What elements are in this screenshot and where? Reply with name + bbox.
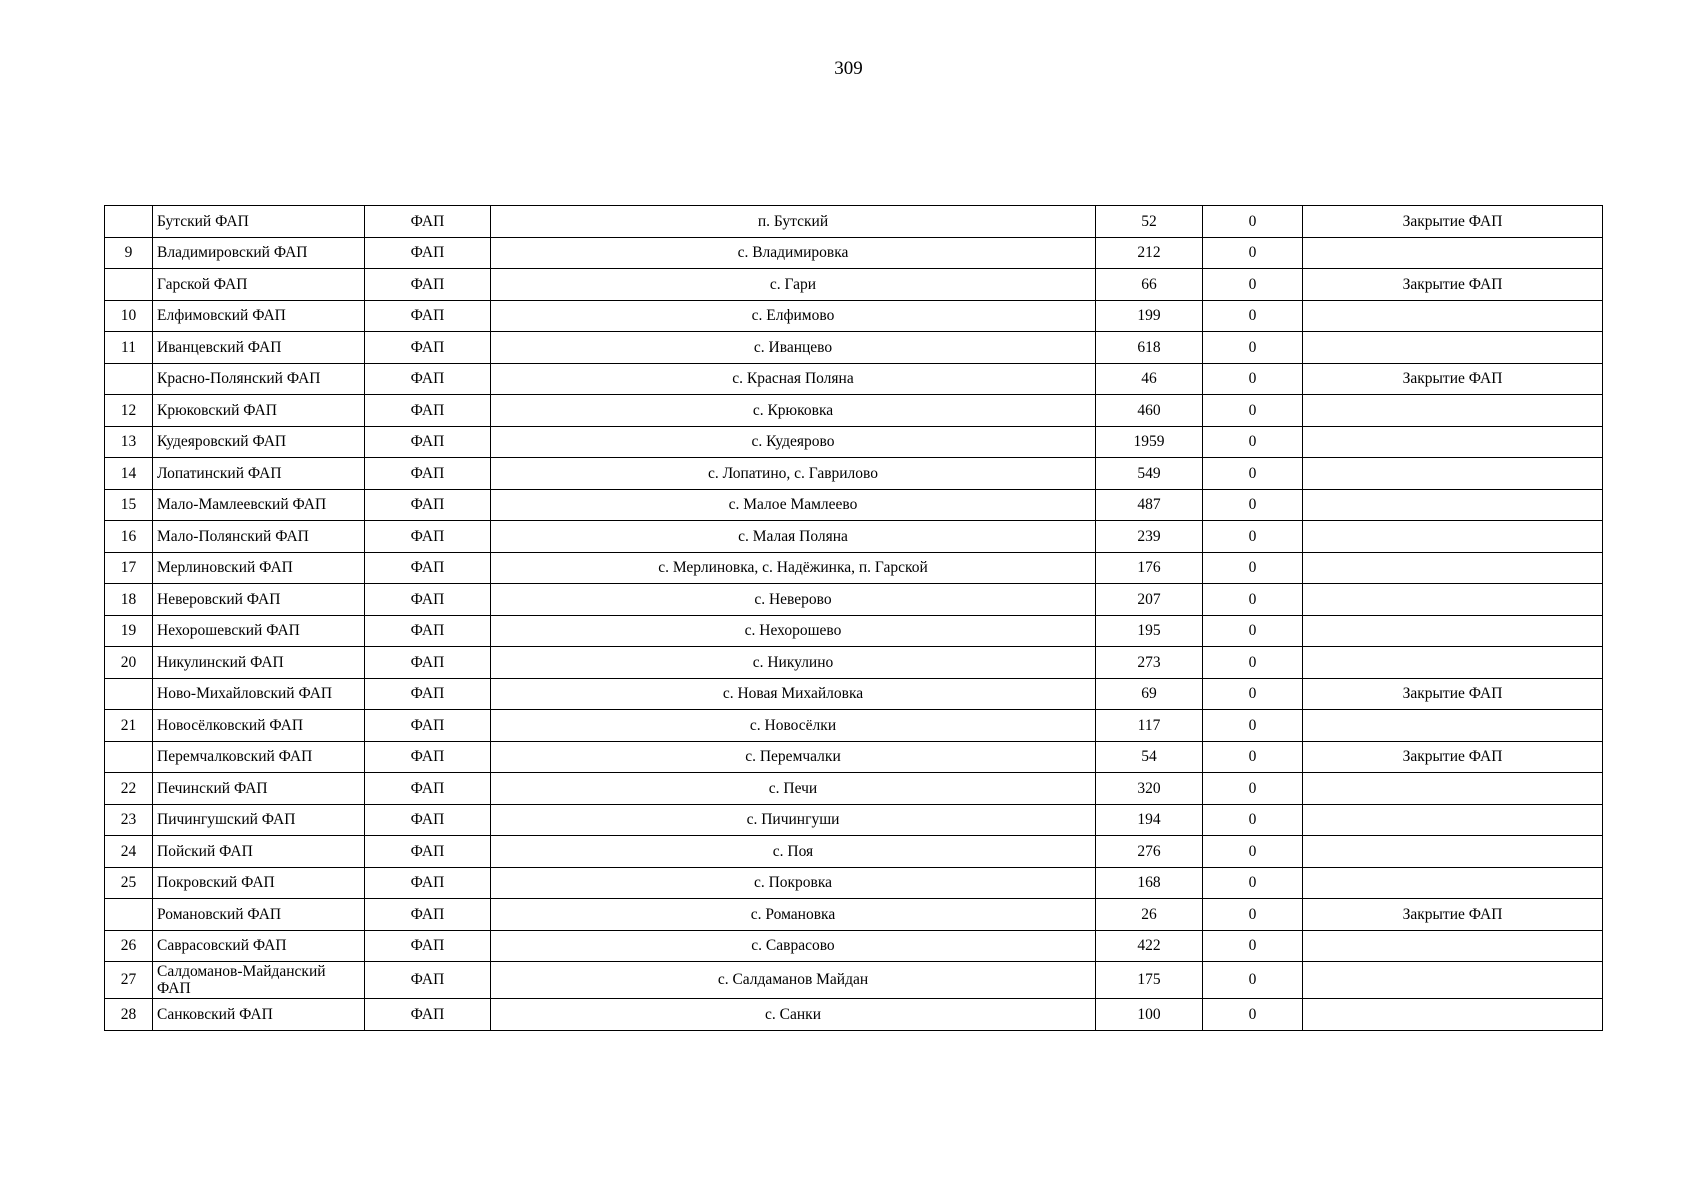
population-cell: 195 <box>1096 615 1203 647</box>
population-cell: 276 <box>1096 836 1203 868</box>
value-cell: 0 <box>1203 899 1303 931</box>
value-cell: 0 <box>1203 237 1303 269</box>
facility-name-cell: Мало-Полянский ФАП <box>153 521 365 553</box>
facility-name-cell: Нехорошевский ФАП <box>153 615 365 647</box>
settlement-cell: с. Печи <box>491 773 1096 805</box>
note-cell <box>1303 521 1603 553</box>
facility-type-cell: ФАП <box>365 332 491 364</box>
row-number-cell: 16 <box>105 521 153 553</box>
facility-name-cell: Мерлиновский ФАП <box>153 552 365 584</box>
note-cell <box>1303 962 1603 999</box>
population-cell: 66 <box>1096 269 1203 301</box>
facility-name-cell: Пичингушский ФАП <box>153 804 365 836</box>
facility-name-cell: Мало-Мамлеевский ФАП <box>153 489 365 521</box>
row-number-cell: 14 <box>105 458 153 490</box>
facility-name-cell: Покровский ФАП <box>153 867 365 899</box>
note-cell <box>1303 458 1603 490</box>
row-number-cell: 28 <box>105 999 153 1031</box>
value-cell: 0 <box>1203 836 1303 868</box>
row-number-cell: 10 <box>105 300 153 332</box>
note-cell <box>1303 552 1603 584</box>
row-number-cell <box>105 899 153 931</box>
facility-type-cell: ФАП <box>365 300 491 332</box>
population-cell: 194 <box>1096 804 1203 836</box>
settlement-cell: с. Красная Поляна <box>491 363 1096 395</box>
table-row <box>105 332 1603 364</box>
facility-name-cell: Иванцевский ФАП <box>153 332 365 364</box>
table-row <box>105 678 1603 710</box>
facility-type-cell: ФАП <box>365 584 491 616</box>
population-cell: 176 <box>1096 552 1203 584</box>
facility-name-cell: Саврасовский ФАП <box>153 930 365 962</box>
settlement-cell: с. Крюковка <box>491 395 1096 427</box>
population-cell: 460 <box>1096 395 1203 427</box>
facility-type-cell: ФАП <box>365 741 491 773</box>
value-cell: 0 <box>1203 458 1303 490</box>
facility-name-cell: Новосёлковский ФАП <box>153 710 365 742</box>
value-cell: 0 <box>1203 426 1303 458</box>
note-cell <box>1303 647 1603 679</box>
row-number-cell: 12 <box>105 395 153 427</box>
note-cell <box>1303 489 1603 521</box>
row-number-cell <box>105 741 153 773</box>
population-cell: 168 <box>1096 867 1203 899</box>
population-cell: 199 <box>1096 300 1203 332</box>
facility-type-cell: ФАП <box>365 269 491 301</box>
note-cell <box>1303 300 1603 332</box>
facility-name-cell: Неверовский ФАП <box>153 584 365 616</box>
settlement-cell: с. Гари <box>491 269 1096 301</box>
row-number-cell: 11 <box>105 332 153 364</box>
facility-name-cell: Крюковский ФАП <box>153 395 365 427</box>
settlement-cell: с. Пичингуши <box>491 804 1096 836</box>
facility-type-cell: ФАП <box>365 647 491 679</box>
population-cell: 117 <box>1096 710 1203 742</box>
facility-type-cell: ФАП <box>365 999 491 1031</box>
settlement-cell: с. Новая Михайловка <box>491 678 1096 710</box>
facility-name-cell: Санковский ФАП <box>153 999 365 1031</box>
note-cell <box>1303 395 1603 427</box>
population-cell: 487 <box>1096 489 1203 521</box>
note-cell <box>1303 773 1603 805</box>
population-cell: 100 <box>1096 999 1203 1031</box>
note-cell <box>1303 836 1603 868</box>
table-row <box>105 899 1603 931</box>
value-cell: 0 <box>1203 332 1303 364</box>
settlement-cell: с. Малая Поляна <box>491 521 1096 553</box>
settlement-cell: с. Салдаманов Майдан <box>491 962 1096 999</box>
population-cell: 239 <box>1096 521 1203 553</box>
settlement-cell: с. Кудеярово <box>491 426 1096 458</box>
facility-name-cell: Романовский ФАП <box>153 899 365 931</box>
settlement-cell: с. Иванцево <box>491 332 1096 364</box>
row-number-cell: 22 <box>105 773 153 805</box>
row-number-cell: 17 <box>105 552 153 584</box>
population-cell: 422 <box>1096 930 1203 962</box>
row-number-cell: 9 <box>105 237 153 269</box>
value-cell: 0 <box>1203 647 1303 679</box>
facility-name-cell: Гарской ФАП <box>153 269 365 301</box>
note-cell <box>1303 332 1603 364</box>
note-cell <box>1303 804 1603 836</box>
note-cell: Закрытие ФАП <box>1303 899 1603 931</box>
facility-name-cell: Лопатинский ФАП <box>153 458 365 490</box>
row-number-cell: 13 <box>105 426 153 458</box>
settlement-cell: с. Перемчалки <box>491 741 1096 773</box>
table-row <box>105 237 1603 269</box>
facility-name-cell: Владимировский ФАП <box>153 237 365 269</box>
facility-type-cell: ФАП <box>365 678 491 710</box>
facilities-table <box>104 205 1603 1031</box>
note-cell <box>1303 584 1603 616</box>
value-cell: 0 <box>1203 962 1303 999</box>
row-number-cell <box>105 678 153 710</box>
settlement-cell: с. Саврасово <box>491 930 1096 962</box>
settlement-cell: с. Неверово <box>491 584 1096 616</box>
table-row <box>105 363 1603 395</box>
table-row <box>105 962 1603 999</box>
row-number-cell: 20 <box>105 647 153 679</box>
settlement-cell: с. Покровка <box>491 867 1096 899</box>
table-row <box>105 489 1603 521</box>
settlement-cell: с. Лопатино, с. Гаврилово <box>491 458 1096 490</box>
facility-type-cell: ФАП <box>365 237 491 269</box>
population-cell: 273 <box>1096 647 1203 679</box>
facility-name-cell: Салдоманов-Майданский ФАП <box>153 962 365 999</box>
table-body <box>105 206 1603 1031</box>
settlement-cell: с. Поя <box>491 836 1096 868</box>
facility-name-cell: Никулинский ФАП <box>153 647 365 679</box>
settlement-cell: с. Мерлиновка, с. Надёжинка, п. Гарской <box>491 552 1096 584</box>
value-cell: 0 <box>1203 710 1303 742</box>
facility-name-cell: Перемчалковский ФАП <box>153 741 365 773</box>
population-cell: 69 <box>1096 678 1203 710</box>
table-row <box>105 395 1603 427</box>
row-number-cell: 24 <box>105 836 153 868</box>
value-cell: 0 <box>1203 395 1303 427</box>
population-cell: 52 <box>1096 206 1203 238</box>
page-number: 309 <box>834 58 863 79</box>
row-number-cell: 21 <box>105 710 153 742</box>
row-number-cell: 26 <box>105 930 153 962</box>
settlement-cell: с. Новосёлки <box>491 710 1096 742</box>
settlement-cell: п. Бутский <box>491 206 1096 238</box>
row-number-cell: 23 <box>105 804 153 836</box>
table-row <box>105 741 1603 773</box>
note-cell <box>1303 237 1603 269</box>
table-row <box>105 930 1603 962</box>
row-number-cell: 15 <box>105 489 153 521</box>
row-number-cell: 18 <box>105 584 153 616</box>
table-row <box>105 710 1603 742</box>
facility-type-cell: ФАП <box>365 615 491 647</box>
facility-type-cell: ФАП <box>365 962 491 999</box>
table-row <box>105 300 1603 332</box>
population-cell: 26 <box>1096 899 1203 931</box>
value-cell: 0 <box>1203 269 1303 301</box>
note-cell <box>1303 999 1603 1031</box>
note-cell <box>1303 426 1603 458</box>
facility-type-cell: ФАП <box>365 773 491 805</box>
note-cell <box>1303 930 1603 962</box>
value-cell: 0 <box>1203 999 1303 1031</box>
row-number-cell <box>105 206 153 238</box>
facility-name-cell: Пойский ФАП <box>153 836 365 868</box>
value-cell: 0 <box>1203 584 1303 616</box>
facility-name-cell: Елфимовский ФАП <box>153 300 365 332</box>
value-cell: 0 <box>1203 206 1303 238</box>
population-cell: 212 <box>1096 237 1203 269</box>
note-cell <box>1303 710 1603 742</box>
table-row <box>105 615 1603 647</box>
table-row <box>105 647 1603 679</box>
value-cell: 0 <box>1203 489 1303 521</box>
facility-name-cell: Ново-Михайловский ФАП <box>153 678 365 710</box>
table-row <box>105 999 1603 1031</box>
value-cell: 0 <box>1203 867 1303 899</box>
table-row <box>105 584 1603 616</box>
facility-type-cell: ФАП <box>365 395 491 427</box>
facility-type-cell: ФАП <box>365 899 491 931</box>
population-cell: 320 <box>1096 773 1203 805</box>
row-number-cell: 27 <box>105 962 153 999</box>
value-cell: 0 <box>1203 521 1303 553</box>
settlement-cell: с. Владимировка <box>491 237 1096 269</box>
population-cell: 618 <box>1096 332 1203 364</box>
row-number-cell: 19 <box>105 615 153 647</box>
value-cell: 0 <box>1203 300 1303 332</box>
settlement-cell: с. Санки <box>491 999 1096 1031</box>
facility-type-cell: ФАП <box>365 804 491 836</box>
facility-type-cell: ФАП <box>365 836 491 868</box>
facility-type-cell: ФАП <box>365 710 491 742</box>
facility-name-cell: Бутский ФАП <box>153 206 365 238</box>
population-cell: 549 <box>1096 458 1203 490</box>
facility-name-cell: Красно-Полянский ФАП <box>153 363 365 395</box>
facility-type-cell: ФАП <box>365 363 491 395</box>
value-cell: 0 <box>1203 678 1303 710</box>
row-number-cell <box>105 269 153 301</box>
facility-type-cell: ФАП <box>365 206 491 238</box>
population-cell: 1959 <box>1096 426 1203 458</box>
row-number-cell <box>105 363 153 395</box>
value-cell: 0 <box>1203 804 1303 836</box>
value-cell: 0 <box>1203 741 1303 773</box>
row-number-cell: 25 <box>105 867 153 899</box>
note-cell: Закрытие ФАП <box>1303 363 1603 395</box>
value-cell: 0 <box>1203 773 1303 805</box>
population-cell: 207 <box>1096 584 1203 616</box>
table-row <box>105 836 1603 868</box>
value-cell: 0 <box>1203 930 1303 962</box>
note-cell: Закрытие ФАП <box>1303 269 1603 301</box>
facility-type-cell: ФАП <box>365 867 491 899</box>
table-row <box>105 458 1603 490</box>
note-cell: Закрытие ФАП <box>1303 206 1603 238</box>
facility-name-cell: Кудеяровский ФАП <box>153 426 365 458</box>
table-row <box>105 552 1603 584</box>
note-cell: Закрытие ФАП <box>1303 741 1603 773</box>
value-cell: 0 <box>1203 552 1303 584</box>
facility-type-cell: ФАП <box>365 521 491 553</box>
facility-type-cell: ФАП <box>365 552 491 584</box>
value-cell: 0 <box>1203 615 1303 647</box>
facility-type-cell: ФАП <box>365 489 491 521</box>
settlement-cell: с. Романовка <box>491 899 1096 931</box>
population-cell: 175 <box>1096 962 1203 999</box>
settlement-cell: с. Малое Мамлеево <box>491 489 1096 521</box>
facility-name-cell: Печинский ФАП <box>153 773 365 805</box>
settlement-cell: с. Елфимово <box>491 300 1096 332</box>
settlement-cell: с. Нехорошево <box>491 615 1096 647</box>
facility-type-cell: ФАП <box>365 426 491 458</box>
table-row <box>105 426 1603 458</box>
population-cell: 46 <box>1096 363 1203 395</box>
settlement-cell: с. Никулино <box>491 647 1096 679</box>
table-row <box>105 206 1603 238</box>
table-row <box>105 867 1603 899</box>
table-row <box>105 773 1603 805</box>
value-cell: 0 <box>1203 363 1303 395</box>
table-row <box>105 521 1603 553</box>
facility-type-cell: ФАП <box>365 458 491 490</box>
note-cell <box>1303 867 1603 899</box>
table-row <box>105 804 1603 836</box>
facility-type-cell: ФАП <box>365 930 491 962</box>
table-row <box>105 269 1603 301</box>
note-cell <box>1303 615 1603 647</box>
note-cell: Закрытие ФАП <box>1303 678 1603 710</box>
population-cell: 54 <box>1096 741 1203 773</box>
